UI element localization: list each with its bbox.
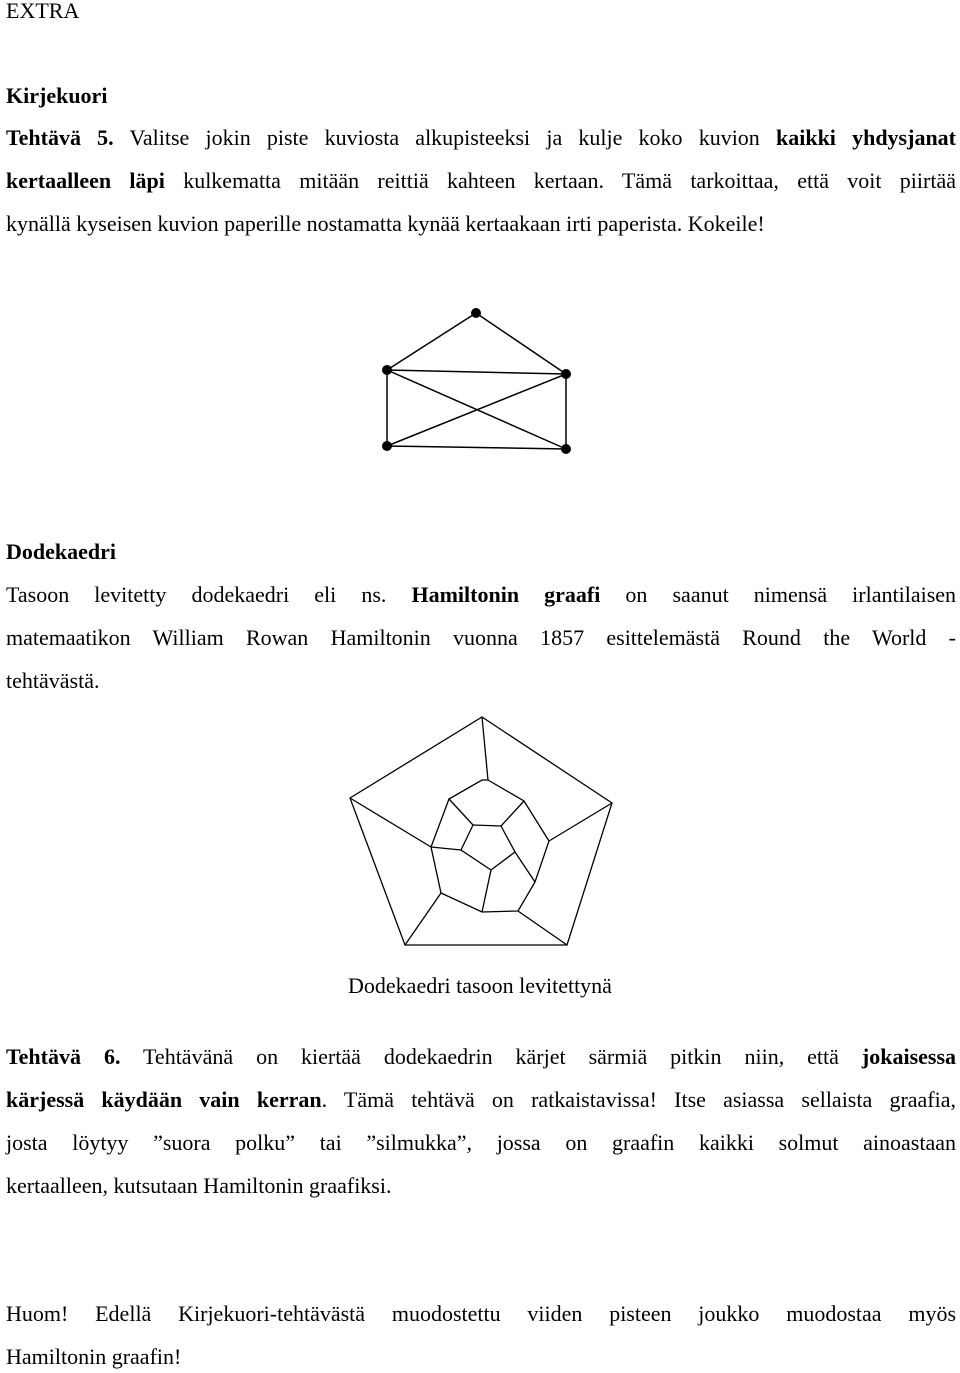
figure-caption: Dodekaedri tasoon levitettynä: [348, 973, 612, 998]
spoke-edge: [549, 803, 612, 841]
task6-line-1: Tehtävä 6. Tehtävänä on kiertää dodekaedrin kärjet särmiä pitkin niin, että jokaisessa: [6, 1044, 957, 1069]
spoke-edge: [482, 717, 488, 780]
envelope-edge: [387, 370, 566, 374]
spoke-edge: [515, 852, 535, 882]
task5-line-1: Tehtävä 5. Valitse jokin piste kuviosta alkupisteeksi ja kulje koko kuvion kaikki yhdysjanat: [6, 125, 957, 150]
spoke-edge: [350, 798, 431, 847]
envelope-vertex: [382, 441, 392, 451]
inner-pentagon: [461, 825, 515, 870]
huom-line-2: Hamiltonin graafin!: [6, 1344, 182, 1369]
outer-pentagon: [350, 717, 612, 945]
spoke-edge: [431, 847, 461, 850]
envelope-edge: [387, 313, 476, 370]
section-heading-dodekaedri: Dodekaedri: [6, 539, 116, 564]
dodekaedri-line-1: Tasoon levitetty dodekaedri eli ns. Hamiltonin graafi on saanut nimensä irlantilaisen: [6, 582, 957, 607]
middle-decagon: [431, 780, 549, 912]
task6-line-2: kärjessä käydään vain kerran. Tämä tehtävä on ratkaistavissa! Itse asiassa sellaista graafia,: [6, 1087, 956, 1112]
envelope-edge: [387, 446, 566, 449]
task5-line-3: kynällä kyseisen kuvion paperille nostamatta kynää kertaakaan irti paperista. Kokeile!: [6, 211, 765, 236]
section-heading-kirjekuori: Kirjekuori: [6, 83, 108, 108]
envelope-edge: [387, 374, 566, 446]
task5-line-2: kertaalleen läpi kulkematta mitään reittiä kahteen kertaan. Tämä tarkoittaa, että voit piirtää: [6, 168, 957, 193]
spoke-edge: [501, 801, 524, 826]
dodekaedri-line-3: tehtävästä.: [6, 668, 100, 693]
task5-label: Tehtävä 5.: [6, 125, 114, 150]
task6-line-3: josta löytyy ”suora polku” tai ”silmukka”, jossa on graafin kaikki solmut ainoastaan: [6, 1130, 956, 1155]
spoke-edge: [405, 893, 441, 945]
spoke-edge: [518, 911, 567, 945]
envelope-edge: [387, 370, 566, 449]
task6-label: Tehtävä 6.: [6, 1044, 121, 1069]
spoke-edge: [482, 870, 491, 912]
dodekaedri-line-2: matemaatikon William Rowan Hamiltonin vuonna 1857 esittelemästä Round the World -: [6, 625, 956, 650]
envelope-vertex: [382, 365, 392, 375]
envelope-vertex: [471, 308, 481, 318]
envelope-edge: [476, 313, 566, 374]
header-extra: EXTRA: [6, 0, 80, 23]
task6-line-4: kertaalleen, kutsutaan Hamiltonin graafiksi.: [6, 1173, 392, 1198]
huom-line-1: Huom! Edellä Kirjekuori-tehtävästä muodostettu viiden pisteen joukko muodostaa myös: [6, 1301, 956, 1326]
spoke-edge: [449, 799, 473, 825]
envelope-vertex: [561, 369, 571, 379]
envelope-vertex: [561, 444, 571, 454]
